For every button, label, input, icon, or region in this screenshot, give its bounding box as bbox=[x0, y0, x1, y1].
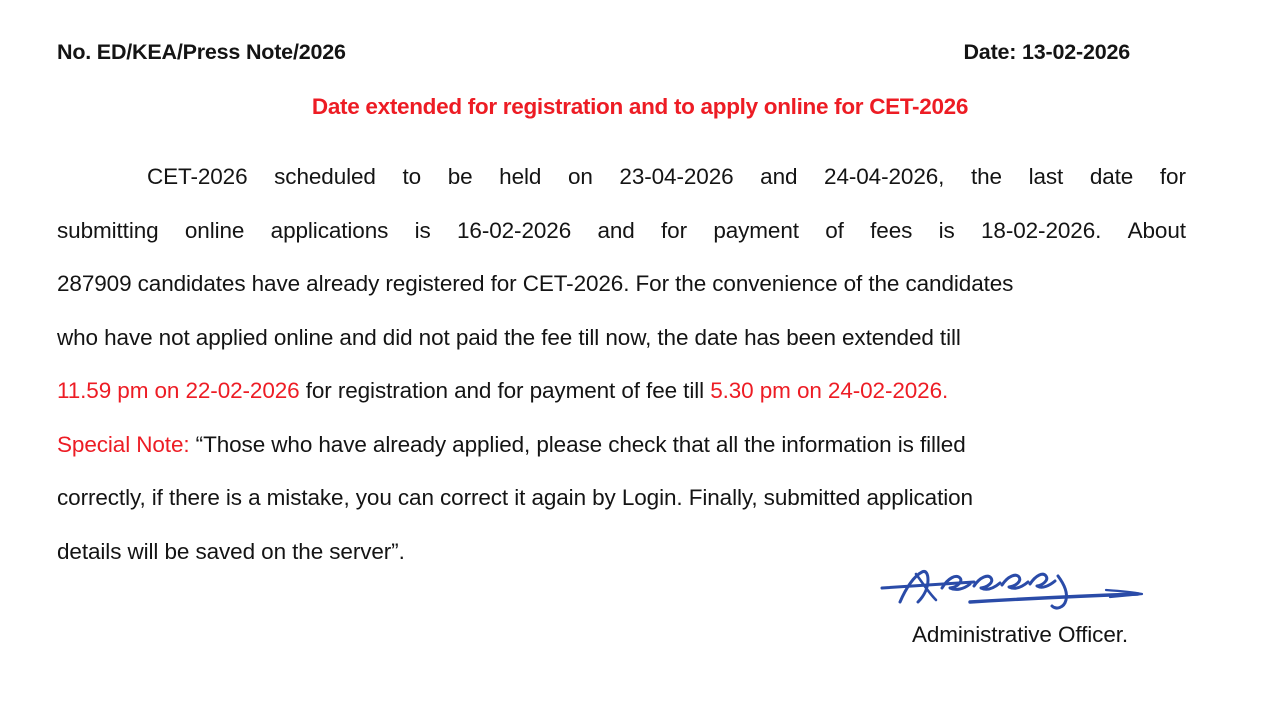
body-line-5 bbox=[57, 364, 1186, 418]
body-word: About bbox=[1127, 217, 1186, 243]
body-line-4: who have not applied online and did not paid the fee till now, the date has been extended till bbox=[57, 324, 961, 350]
body-word: online bbox=[184, 217, 245, 243]
exam-date-first: 23-04-2026 bbox=[619, 164, 734, 189]
special-note-text: “Those who have already applied, please check that all the information is filled bbox=[189, 431, 966, 457]
body-word: and bbox=[597, 217, 635, 243]
exam-date-second: 24-04-2026, bbox=[824, 164, 945, 189]
body-word: CET-2026 bbox=[147, 164, 248, 189]
special-note-label: Special Note: bbox=[57, 431, 190, 457]
document-date: Date: 13-02-2026 bbox=[963, 40, 1130, 64]
extended-payment-deadline: 5.30 pm on 24-02-2026. bbox=[710, 378, 949, 403]
fee-last-date: 18-02-2026. bbox=[981, 217, 1102, 243]
document-header bbox=[57, 40, 1185, 65]
body-word: for bbox=[661, 217, 687, 243]
body-word: be bbox=[447, 164, 473, 189]
body-word: and bbox=[760, 164, 798, 189]
body-word: applications bbox=[270, 217, 389, 243]
body-word: to bbox=[402, 164, 422, 189]
application-last-date: 16-02-2026 bbox=[457, 217, 572, 243]
body-word: last bbox=[1028, 164, 1064, 189]
body-line-6 bbox=[57, 418, 1186, 472]
body-word: submitting bbox=[57, 217, 159, 243]
body-line-3: 287909 candidates have already registered for CET-2026. For the convenience of the candidates bbox=[57, 271, 1014, 296]
body-word: of bbox=[825, 217, 844, 243]
body-word: held bbox=[499, 164, 542, 189]
body-line-1 bbox=[57, 150, 1186, 204]
handwritten-signature-icon bbox=[870, 558, 1170, 620]
extended-registration-deadline: 11.59 pm on 22-02-2026 bbox=[57, 378, 300, 403]
body-line-7: correctly, if there is a mistake, you can correct it again by Login. Finally, submitted application bbox=[57, 485, 973, 510]
signature-block bbox=[845, 558, 1195, 648]
body-word: is bbox=[414, 217, 431, 243]
body-word: on bbox=[567, 164, 593, 189]
body-word: for bbox=[1159, 164, 1186, 189]
signatory-designation: Administrative Officer. bbox=[911, 622, 1129, 647]
body-word: date bbox=[1089, 164, 1134, 189]
page-title: Date extended for registration and to apply online for CET-2026 bbox=[311, 94, 969, 119]
body-line-2 bbox=[57, 204, 1186, 258]
reference-number: No. ED/KEA/Press Note/2026 bbox=[57, 40, 346, 64]
body-word: scheduled bbox=[274, 164, 376, 189]
body-word: the bbox=[970, 164, 1002, 189]
body-word: is bbox=[938, 217, 955, 243]
body-word: payment bbox=[713, 217, 799, 243]
document-body bbox=[57, 150, 1186, 578]
body-text: for registration and for payment of fee till bbox=[299, 378, 711, 403]
body-line-8: details will be saved on the server”. bbox=[57, 538, 405, 564]
body-word: fees bbox=[870, 217, 913, 243]
